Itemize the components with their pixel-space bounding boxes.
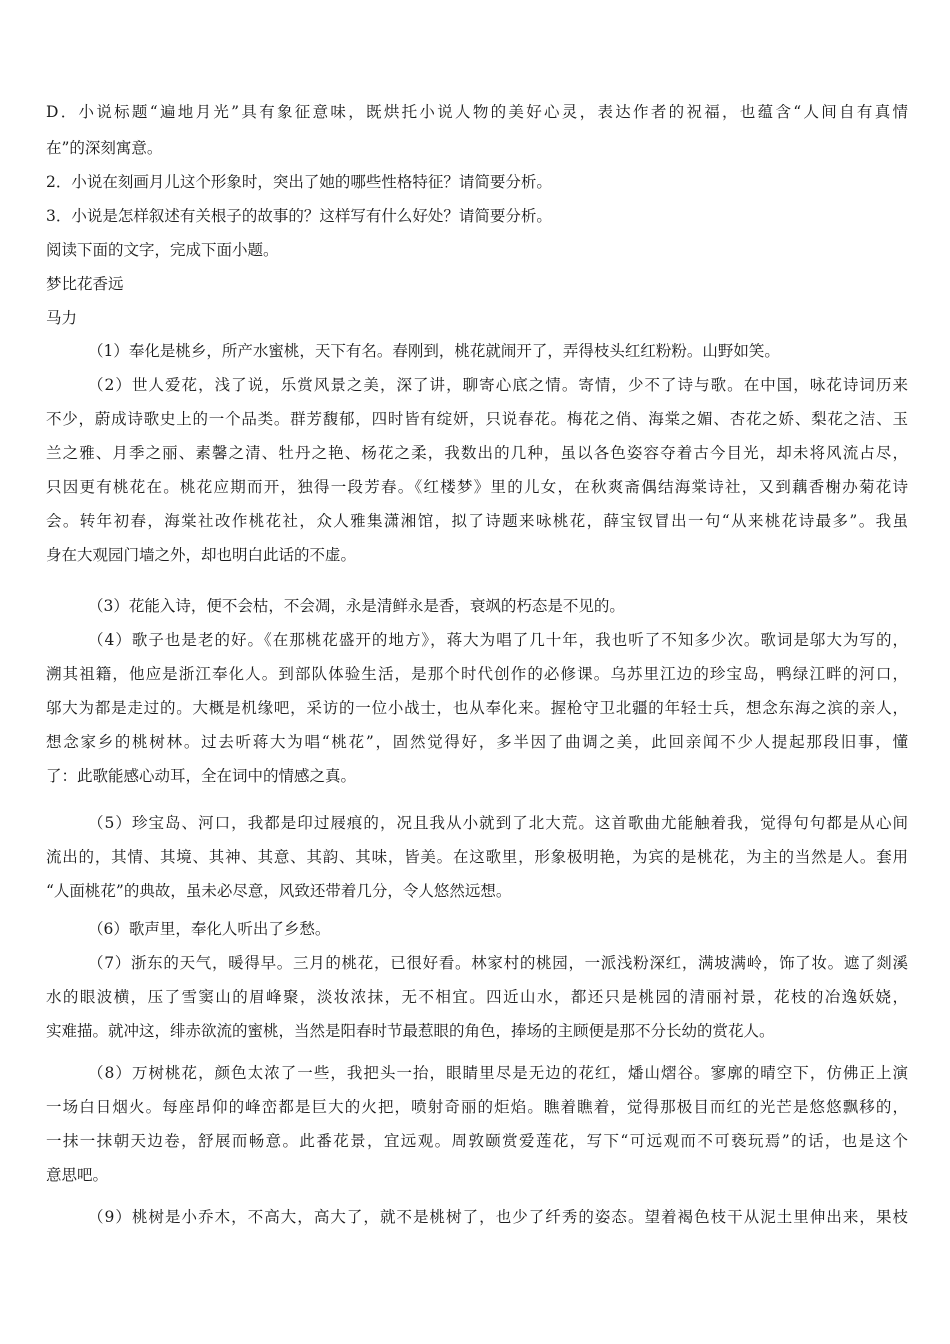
essay-author: 马力	[46, 309, 78, 327]
paragraph-line: 想念家乡的桃树林。过去听蒋大为唱“桃花”，固然觉得好，多半因了曲调之美，此回亲闻不少人提起那段旧事，懂	[46, 733, 908, 751]
essay-paragraph-5	[46, 812, 908, 914]
paragraph-line: （7）浙东的天气，暖得早。三月的桃花，已很好看。林家村的桃园，一派浅粉深红，满坡满岭，饰了妆。遮了剡溪	[88, 954, 908, 972]
paragraph-line: 身在大观园门墙之外，却也明白此话的不虚。	[46, 546, 357, 564]
paragraph-line: （6）歌声里，奉化人听出了乡愁。	[88, 920, 331, 938]
essay-paragraph-9	[46, 1206, 908, 1240]
paragraph-line: （2）世人爱花，浅了说，乐赏风景之美，深了讲，聊寄心底之情。寄情，少不了诗与歌。在中国，咏花诗词历来	[88, 376, 908, 394]
question-2: 2．小说在刻画月儿这个形象时，突出了她的哪些性格特征？请简要分析。	[46, 173, 552, 191]
essay-paragraph-8	[46, 1062, 908, 1198]
paragraph-line: （1）奉化是桃乡，所产水蜜桃，天下有名。春刚到，桃花就闹开了，弄得枝头红红粉粉。山野如笑。	[88, 342, 780, 360]
paragraph-line: 意思吧。	[46, 1166, 109, 1184]
paragraph-line: 不少，蔚成诗歌史上的一个品类。群芳馥郁，四时皆有绽妍，只说春花。梅花之俏、海棠之媚、杏花之娇、梨花之洁、玉	[46, 410, 908, 428]
essay-paragraph-6	[46, 918, 908, 952]
paragraph-line: （5）珍宝岛、河口，我都是印过屐痕的，况且我从小就到了北大荒。这首歌曲尤能触着我，觉得句句都是从心间	[88, 814, 908, 832]
paragraph-line: 流出的，其情、其境、其神、其意、其韵、其味，皆美。在这歌里，形象极明艳，为宾的是桃花，为主的当然是人。套用	[46, 848, 908, 866]
paragraph-line: 了：此歌能感心动耳，全在词中的情感之真。	[46, 767, 357, 785]
question-d-line-1: D．小说标题“遍地月光”具有象征意味，既烘托小说人物的美好心灵，表达作者的祝福，也蕴含“人间自有真情	[46, 103, 908, 121]
paragraph-line: 一抹一抹朝天边卷，舒展而畅意。此番花景，宜远观。周敦颐赏爱莲花，写下“可远观而不可亵玩焉”的话，也是这个	[46, 1132, 908, 1150]
paragraph-line: 实难描。就冲这，绯赤欲流的蜜桃，当然是阳春时节最惹眼的角色，捧场的主顾便是那不分长幼的赏花人。	[46, 1022, 775, 1040]
paragraph-line: “人面桃花”的典故，虽未必尽意，风致还带着几分，令人悠然远想。	[46, 882, 512, 900]
essay-paragraph-4	[46, 629, 908, 799]
essay-paragraph-7	[46, 952, 908, 1054]
paragraph-line: 兰之雅、月季之丽、素馨之清、牡丹之艳、杨花之柔，我数出的几种，虽以各色姿容夺着古今目光，却未将风流占尽，	[46, 444, 908, 462]
essay-paragraph-2	[46, 374, 908, 578]
question-3: 3．小说是怎样叙述有关根子的故事的？这样写有什么好处？请简要分析。	[46, 207, 552, 225]
essay-title: 梦比花香远	[46, 275, 124, 293]
paragraph-line: （4）歌子也是老的好。《在那桃花盛开的地方》，蒋大为唱了几十年，我也听了不知多少次。歌词是邬大为写的，	[88, 631, 908, 649]
essay-paragraph-3	[46, 595, 908, 629]
essay-paragraph-1	[46, 340, 908, 374]
reading-instruction: 阅读下面的文字，完成下面小题。	[46, 241, 279, 259]
paragraph-line: 一场白日烟火。每座昂仰的峰峦都是巨大的火把，喷射奇丽的炬焰。瞧着瞧着，觉得那极目而红的光芒是悠悠飘移的，	[46, 1098, 908, 1116]
paragraph-line: （3）花能入诗，便不会枯，不会凋，永是清鲜永是香，衰飒的朽态是不见的。	[88, 597, 625, 615]
paragraph-line: 水的眼波横，压了雪窦山的眉峰聚，淡妆浓抹，无不相宜。四近山水，都还只是桃园的清丽衬景，花枝的冶逸妖娆，	[46, 988, 908, 1006]
paragraph-line: （9）桃树是小乔木，不高大，高大了，就不是桃树了，也少了纤秀的姿态。望着褐色枝干从泥土里伸出来，果枝	[88, 1208, 908, 1226]
question-d-line-2: 在”的深刻寓意。	[46, 139, 163, 157]
paragraph-line: 只因更有桃花在。桃花应期而开，独得一段芳春。《红楼梦》里的儿女，在秋爽斋偶结海棠诗社，又到藕香榭办菊花诗	[46, 478, 908, 496]
paragraph-line: 邬大为都是走过的。大概是机缘吧，采访的一位小战士，也从奉化来。握枪守卫北疆的年轻士兵，想念东海之滨的亲人，	[46, 699, 908, 717]
paragraph-line: 溯其祖籍，他应是浙江奉化人。到部队体验生活，是那个时代创作的必修课。乌苏里江边的珍宝岛，鸭绿江畔的河口，	[46, 665, 908, 683]
paragraph-line: （8）万树桃花，颜色太浓了一些，我把头一抬，眼睛里尽是无边的花红，燔山熠谷。寥廓的晴空下，仿佛正上演	[88, 1064, 908, 1082]
paragraph-line: 会。转年初春，海棠社改作桃花社，众人雅集潇湘馆，拟了诗题来咏桃花，薛宝钗冒出一句“从来桃花诗最多”。我虽	[46, 512, 908, 530]
